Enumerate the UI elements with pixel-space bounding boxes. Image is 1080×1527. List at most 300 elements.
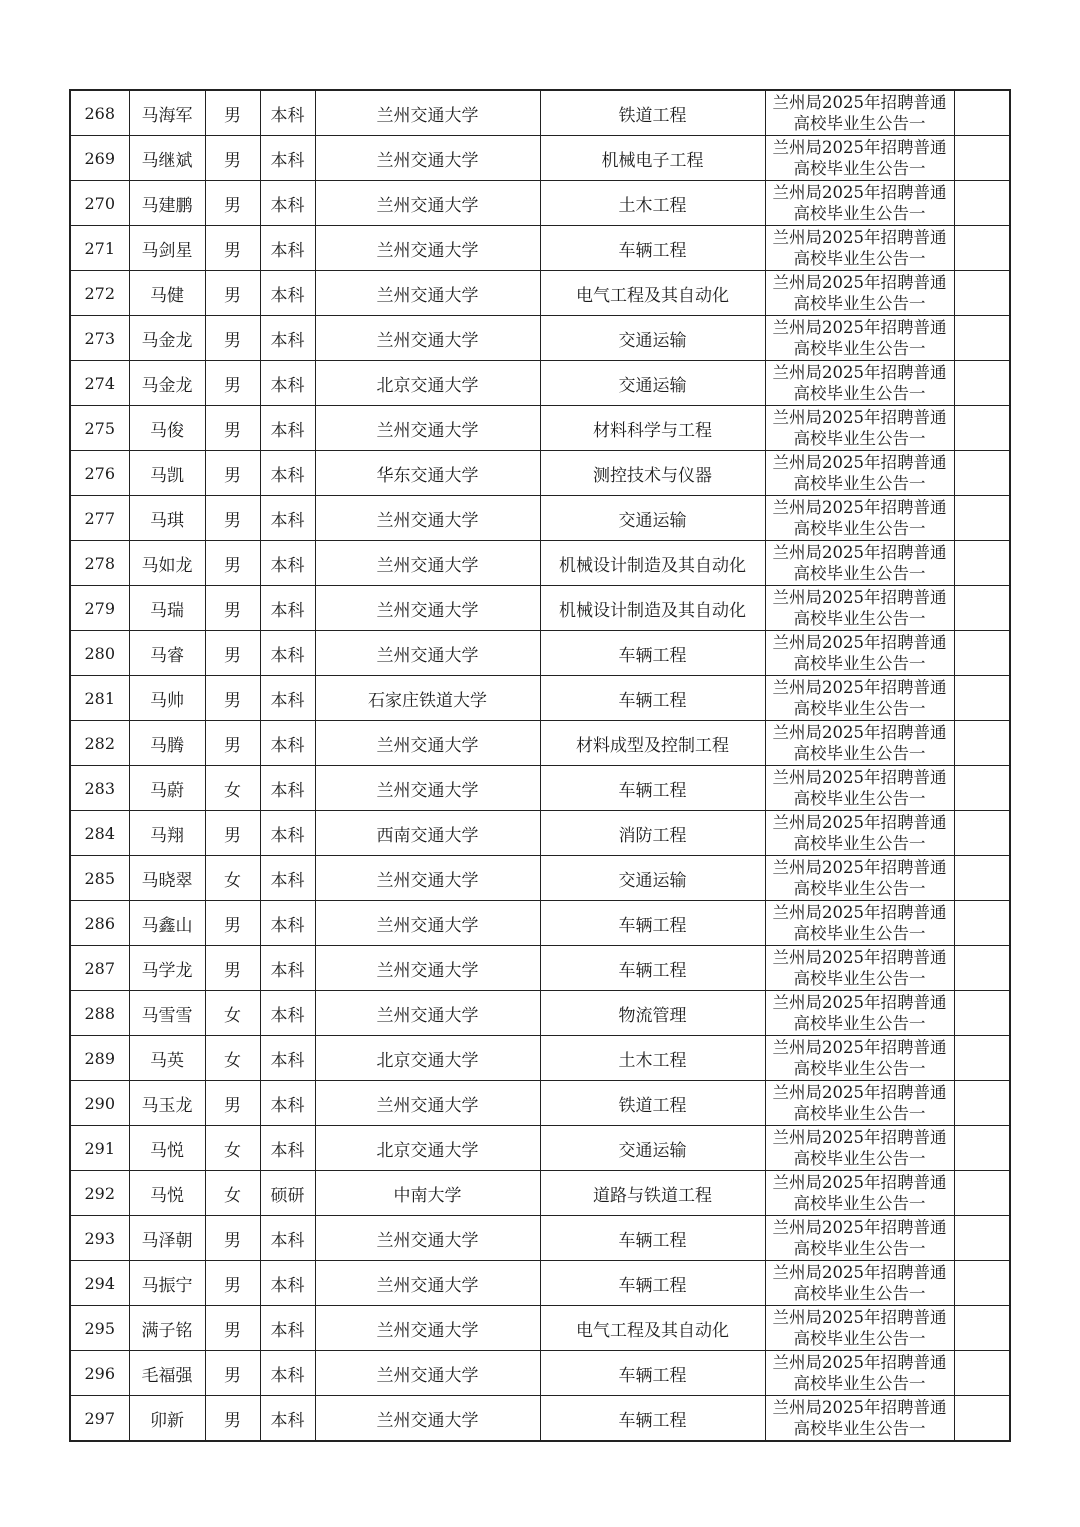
notice-line: 高校毕业生公告一 bbox=[793, 384, 926, 403]
major-cell: 电气工程及其自动化 bbox=[540, 1306, 765, 1351]
gender-cell: 男 bbox=[205, 1396, 260, 1442]
notice-cell bbox=[765, 406, 954, 451]
degree-cell: 本科 bbox=[260, 1351, 315, 1396]
name-cell: 马健 bbox=[129, 271, 205, 316]
table-row bbox=[70, 1306, 1010, 1351]
school-cell: 兰州交通大学 bbox=[315, 1261, 540, 1306]
gender-cell: 男 bbox=[205, 811, 260, 856]
notice-cell bbox=[765, 1351, 954, 1396]
table-row bbox=[70, 856, 1010, 901]
school-cell: 兰州交通大学 bbox=[315, 856, 540, 901]
notice-line: 兰州局2025年招聘普通 bbox=[772, 768, 947, 787]
table-row bbox=[70, 541, 1010, 586]
major-cell: 机械设计制造及其自动化 bbox=[540, 541, 765, 586]
school-cell: 华东交通大学 bbox=[315, 451, 540, 496]
table-row bbox=[70, 1261, 1010, 1306]
remark-cell bbox=[954, 1306, 1010, 1351]
table-row bbox=[70, 1396, 1010, 1442]
name-cell: 毛福强 bbox=[129, 1351, 205, 1396]
notice-line: 兰州局2025年招聘普通 bbox=[772, 993, 947, 1012]
notice-line: 兰州局2025年招聘普通 bbox=[772, 1308, 947, 1327]
major-cell: 铁道工程 bbox=[540, 90, 765, 136]
school-cell: 西南交通大学 bbox=[315, 811, 540, 856]
name-cell: 马凯 bbox=[129, 451, 205, 496]
row-number: 281 bbox=[70, 676, 129, 721]
notice-line: 高校毕业生公告一 bbox=[793, 609, 926, 628]
notice-cell bbox=[765, 631, 954, 676]
major-cell: 消防工程 bbox=[540, 811, 765, 856]
name-cell: 马晓翠 bbox=[129, 856, 205, 901]
notice-cell bbox=[765, 901, 954, 946]
school-cell: 兰州交通大学 bbox=[315, 991, 540, 1036]
school-cell: 兰州交通大学 bbox=[315, 631, 540, 676]
remark-cell bbox=[954, 856, 1010, 901]
gender-cell: 女 bbox=[205, 856, 260, 901]
notice-cell bbox=[765, 541, 954, 586]
row-number: 294 bbox=[70, 1261, 129, 1306]
school-cell: 北京交通大学 bbox=[315, 1036, 540, 1081]
notice-line: 高校毕业生公告一 bbox=[793, 1239, 926, 1258]
remark-cell bbox=[954, 361, 1010, 406]
name-cell: 马琪 bbox=[129, 496, 205, 541]
notice-cell bbox=[765, 991, 954, 1036]
gender-cell: 男 bbox=[205, 631, 260, 676]
row-number: 291 bbox=[70, 1126, 129, 1171]
notice-line: 高校毕业生公告一 bbox=[793, 1014, 926, 1033]
name-cell: 马雪雪 bbox=[129, 991, 205, 1036]
notice-line: 兰州局2025年招聘普通 bbox=[772, 1173, 947, 1192]
row-number: 279 bbox=[70, 586, 129, 631]
major-cell: 材料科学与工程 bbox=[540, 406, 765, 451]
degree-cell: 本科 bbox=[260, 1081, 315, 1126]
gender-cell: 男 bbox=[205, 361, 260, 406]
notice-line: 兰州局2025年招聘普通 bbox=[772, 318, 947, 337]
notice-line: 高校毕业生公告一 bbox=[793, 1374, 926, 1393]
notice-cell bbox=[765, 1261, 954, 1306]
gender-cell: 男 bbox=[205, 901, 260, 946]
row-number: 275 bbox=[70, 406, 129, 451]
gender-cell: 女 bbox=[205, 1171, 260, 1216]
notice-line: 兰州局2025年招聘普通 bbox=[772, 1038, 947, 1057]
table-row bbox=[70, 496, 1010, 541]
notice-line: 高校毕业生公告一 bbox=[793, 249, 926, 268]
notice-line: 高校毕业生公告一 bbox=[793, 1329, 926, 1348]
notice-cell bbox=[765, 316, 954, 361]
degree-cell: 本科 bbox=[260, 136, 315, 181]
remark-cell bbox=[954, 181, 1010, 226]
degree-cell: 硕研 bbox=[260, 1171, 315, 1216]
row-number: 283 bbox=[70, 766, 129, 811]
degree-cell: 本科 bbox=[260, 496, 315, 541]
remark-cell bbox=[954, 1171, 1010, 1216]
remark-cell bbox=[954, 946, 1010, 991]
notice-line: 兰州局2025年招聘普通 bbox=[772, 813, 947, 832]
gender-cell: 男 bbox=[205, 226, 260, 271]
row-number: 270 bbox=[70, 181, 129, 226]
row-number: 269 bbox=[70, 136, 129, 181]
row-number: 297 bbox=[70, 1396, 129, 1442]
notice-line: 兰州局2025年招聘普通 bbox=[772, 408, 947, 427]
degree-cell: 本科 bbox=[260, 451, 315, 496]
degree-cell: 本科 bbox=[260, 316, 315, 361]
notice-cell bbox=[765, 1216, 954, 1261]
notice-line: 高校毕业生公告一 bbox=[793, 1149, 926, 1168]
table-row bbox=[70, 721, 1010, 766]
row-number: 296 bbox=[70, 1351, 129, 1396]
major-cell: 铁道工程 bbox=[540, 1081, 765, 1126]
major-cell: 土木工程 bbox=[540, 1036, 765, 1081]
notice-line: 高校毕业生公告一 bbox=[793, 834, 926, 853]
major-cell: 交通运输 bbox=[540, 361, 765, 406]
school-cell: 兰州交通大学 bbox=[315, 226, 540, 271]
notice-line: 高校毕业生公告一 bbox=[793, 204, 926, 223]
school-cell: 兰州交通大学 bbox=[315, 1216, 540, 1261]
school-cell: 石家庄铁道大学 bbox=[315, 676, 540, 721]
notice-line: 兰州局2025年招聘普通 bbox=[772, 543, 947, 562]
degree-cell: 本科 bbox=[260, 1306, 315, 1351]
major-cell: 土木工程 bbox=[540, 181, 765, 226]
row-number: 289 bbox=[70, 1036, 129, 1081]
notice-line: 高校毕业生公告一 bbox=[793, 789, 926, 808]
table-row bbox=[70, 406, 1010, 451]
gender-cell: 男 bbox=[205, 90, 260, 136]
name-cell: 马鑫山 bbox=[129, 901, 205, 946]
notice-line: 高校毕业生公告一 bbox=[793, 159, 926, 178]
name-cell: 马泽朝 bbox=[129, 1216, 205, 1261]
notice-line: 兰州局2025年招聘普通 bbox=[772, 723, 947, 742]
notice-line: 兰州局2025年招聘普通 bbox=[772, 1083, 947, 1102]
school-cell: 兰州交通大学 bbox=[315, 541, 540, 586]
remark-cell bbox=[954, 766, 1010, 811]
remark-cell bbox=[954, 721, 1010, 766]
school-cell: 兰州交通大学 bbox=[315, 1396, 540, 1442]
row-number: 273 bbox=[70, 316, 129, 361]
notice-cell bbox=[765, 226, 954, 271]
notice-line: 兰州局2025年招聘普通 bbox=[772, 498, 947, 517]
notice-line: 高校毕业生公告一 bbox=[793, 744, 926, 763]
gender-cell: 男 bbox=[205, 1216, 260, 1261]
gender-cell: 男 bbox=[205, 136, 260, 181]
notice-line: 高校毕业生公告一 bbox=[793, 699, 926, 718]
gender-cell: 男 bbox=[205, 946, 260, 991]
major-cell: 车辆工程 bbox=[540, 1261, 765, 1306]
degree-cell: 本科 bbox=[260, 586, 315, 631]
notice-cell bbox=[765, 361, 954, 406]
row-number: 293 bbox=[70, 1216, 129, 1261]
row-number: 276 bbox=[70, 451, 129, 496]
notice-line: 兰州局2025年招聘普通 bbox=[772, 138, 947, 157]
notice-line: 高校毕业生公告一 bbox=[793, 969, 926, 988]
notice-cell bbox=[765, 271, 954, 316]
gender-cell: 男 bbox=[205, 676, 260, 721]
table-row bbox=[70, 1171, 1010, 1216]
notice-line: 高校毕业生公告一 bbox=[793, 1419, 926, 1438]
table-row bbox=[70, 586, 1010, 631]
gender-cell: 男 bbox=[205, 1351, 260, 1396]
major-cell: 道路与铁道工程 bbox=[540, 1171, 765, 1216]
school-cell: 兰州交通大学 bbox=[315, 496, 540, 541]
notice-line: 兰州局2025年招聘普通 bbox=[772, 93, 947, 112]
degree-cell: 本科 bbox=[260, 181, 315, 226]
name-cell: 马悦 bbox=[129, 1171, 205, 1216]
remark-cell bbox=[954, 586, 1010, 631]
table-row bbox=[70, 1081, 1010, 1126]
school-cell: 北京交通大学 bbox=[315, 1126, 540, 1171]
remark-cell bbox=[954, 676, 1010, 721]
school-cell: 北京交通大学 bbox=[315, 361, 540, 406]
degree-cell: 本科 bbox=[260, 90, 315, 136]
table-row bbox=[70, 90, 1010, 136]
degree-cell: 本科 bbox=[260, 946, 315, 991]
table-row bbox=[70, 676, 1010, 721]
school-cell: 中南大学 bbox=[315, 1171, 540, 1216]
notice-line: 高校毕业生公告一 bbox=[793, 474, 926, 493]
school-cell: 兰州交通大学 bbox=[315, 1351, 540, 1396]
row-number: 278 bbox=[70, 541, 129, 586]
notice-line: 兰州局2025年招聘普通 bbox=[772, 903, 947, 922]
major-cell: 电气工程及其自动化 bbox=[540, 271, 765, 316]
school-cell: 兰州交通大学 bbox=[315, 946, 540, 991]
gender-cell: 男 bbox=[205, 451, 260, 496]
name-cell: 马蔚 bbox=[129, 766, 205, 811]
notice-line: 高校毕业生公告一 bbox=[793, 294, 926, 313]
row-number: 282 bbox=[70, 721, 129, 766]
notice-line: 高校毕业生公告一 bbox=[793, 1194, 926, 1213]
notice-cell bbox=[765, 1081, 954, 1126]
major-cell: 车辆工程 bbox=[540, 946, 765, 991]
notice-line: 兰州局2025年招聘普通 bbox=[772, 228, 947, 247]
table-row bbox=[70, 946, 1010, 991]
notice-cell bbox=[765, 1396, 954, 1442]
candidate-table bbox=[69, 89, 1011, 1442]
remark-cell bbox=[954, 496, 1010, 541]
row-number: 272 bbox=[70, 271, 129, 316]
degree-cell: 本科 bbox=[260, 856, 315, 901]
gender-cell: 男 bbox=[205, 496, 260, 541]
major-cell: 交通运输 bbox=[540, 856, 765, 901]
school-cell: 兰州交通大学 bbox=[315, 901, 540, 946]
school-cell: 兰州交通大学 bbox=[315, 271, 540, 316]
gender-cell: 女 bbox=[205, 766, 260, 811]
notice-cell bbox=[765, 1171, 954, 1216]
degree-cell: 本科 bbox=[260, 901, 315, 946]
name-cell: 满子铭 bbox=[129, 1306, 205, 1351]
table-row bbox=[70, 901, 1010, 946]
remark-cell bbox=[954, 406, 1010, 451]
gender-cell: 女 bbox=[205, 991, 260, 1036]
notice-line: 高校毕业生公告一 bbox=[793, 879, 926, 898]
row-number: 288 bbox=[70, 991, 129, 1036]
table-row bbox=[70, 361, 1010, 406]
notice-line: 高校毕业生公告一 bbox=[793, 519, 926, 538]
degree-cell: 本科 bbox=[260, 1036, 315, 1081]
degree-cell: 本科 bbox=[260, 721, 315, 766]
name-cell: 马建鹏 bbox=[129, 181, 205, 226]
notice-line: 兰州局2025年招聘普通 bbox=[772, 363, 947, 382]
notice-line: 高校毕业生公告一 bbox=[793, 924, 926, 943]
notice-cell bbox=[765, 586, 954, 631]
name-cell: 卯新 bbox=[129, 1396, 205, 1442]
notice-line: 高校毕业生公告一 bbox=[793, 564, 926, 583]
name-cell: 马翔 bbox=[129, 811, 205, 856]
degree-cell: 本科 bbox=[260, 361, 315, 406]
gender-cell: 男 bbox=[205, 316, 260, 361]
major-cell: 材料成型及控制工程 bbox=[540, 721, 765, 766]
notice-line: 兰州局2025年招聘普通 bbox=[772, 858, 947, 877]
row-number: 277 bbox=[70, 496, 129, 541]
name-cell: 马剑星 bbox=[129, 226, 205, 271]
notice-line: 兰州局2025年招聘普通 bbox=[772, 273, 947, 292]
major-cell: 车辆工程 bbox=[540, 1216, 765, 1261]
notice-cell bbox=[765, 496, 954, 541]
degree-cell: 本科 bbox=[260, 991, 315, 1036]
major-cell: 车辆工程 bbox=[540, 226, 765, 271]
notice-line: 高校毕业生公告一 bbox=[793, 1104, 926, 1123]
notice-line: 兰州局2025年招聘普通 bbox=[772, 588, 947, 607]
name-cell: 马俊 bbox=[129, 406, 205, 451]
name-cell: 马英 bbox=[129, 1036, 205, 1081]
row-number: 292 bbox=[70, 1171, 129, 1216]
school-cell: 兰州交通大学 bbox=[315, 1306, 540, 1351]
name-cell: 马金龙 bbox=[129, 316, 205, 361]
degree-cell: 本科 bbox=[260, 1396, 315, 1442]
major-cell: 车辆工程 bbox=[540, 1396, 765, 1442]
notice-cell bbox=[765, 1126, 954, 1171]
remark-cell bbox=[954, 991, 1010, 1036]
notice-cell bbox=[765, 136, 954, 181]
notice-line: 高校毕业生公告一 bbox=[793, 339, 926, 358]
table-body bbox=[70, 90, 1010, 1441]
notice-line: 高校毕业生公告一 bbox=[793, 429, 926, 448]
remark-cell bbox=[954, 316, 1010, 361]
notice-line: 高校毕业生公告一 bbox=[793, 1059, 926, 1078]
notice-line: 兰州局2025年招聘普通 bbox=[772, 1128, 947, 1147]
notice-cell bbox=[765, 811, 954, 856]
gender-cell: 男 bbox=[205, 1306, 260, 1351]
notice-cell bbox=[765, 90, 954, 136]
table-row bbox=[70, 181, 1010, 226]
table-row bbox=[70, 991, 1010, 1036]
notice-cell bbox=[765, 766, 954, 811]
major-cell: 车辆工程 bbox=[540, 901, 765, 946]
school-cell: 兰州交通大学 bbox=[315, 181, 540, 226]
gender-cell: 男 bbox=[205, 1081, 260, 1126]
notice-cell bbox=[765, 451, 954, 496]
notice-cell bbox=[765, 1036, 954, 1081]
remark-cell bbox=[954, 1261, 1010, 1306]
degree-cell: 本科 bbox=[260, 406, 315, 451]
remark-cell bbox=[954, 901, 1010, 946]
row-number: 274 bbox=[70, 361, 129, 406]
remark-cell bbox=[954, 1216, 1010, 1261]
table-row bbox=[70, 1036, 1010, 1081]
major-cell: 车辆工程 bbox=[540, 676, 765, 721]
gender-cell: 男 bbox=[205, 1261, 260, 1306]
notice-line: 高校毕业生公告一 bbox=[793, 114, 926, 133]
remark-cell bbox=[954, 811, 1010, 856]
degree-cell: 本科 bbox=[260, 811, 315, 856]
notice-line: 兰州局2025年招聘普通 bbox=[772, 453, 947, 472]
row-number: 268 bbox=[70, 90, 129, 136]
name-cell: 马继斌 bbox=[129, 136, 205, 181]
gender-cell: 女 bbox=[205, 1126, 260, 1171]
major-cell: 测控技术与仪器 bbox=[540, 451, 765, 496]
name-cell: 马玉龙 bbox=[129, 1081, 205, 1126]
degree-cell: 本科 bbox=[260, 1216, 315, 1261]
major-cell: 机械电子工程 bbox=[540, 136, 765, 181]
remark-cell bbox=[954, 1036, 1010, 1081]
notice-line: 高校毕业生公告一 bbox=[793, 1284, 926, 1303]
table-row bbox=[70, 316, 1010, 361]
degree-cell: 本科 bbox=[260, 1126, 315, 1171]
major-cell: 车辆工程 bbox=[540, 766, 765, 811]
major-cell: 交通运输 bbox=[540, 496, 765, 541]
degree-cell: 本科 bbox=[260, 631, 315, 676]
school-cell: 兰州交通大学 bbox=[315, 90, 540, 136]
remark-cell bbox=[954, 271, 1010, 316]
notice-line: 兰州局2025年招聘普通 bbox=[772, 183, 947, 202]
name-cell: 马如龙 bbox=[129, 541, 205, 586]
notice-cell bbox=[765, 181, 954, 226]
notice-line: 兰州局2025年招聘普通 bbox=[772, 1398, 947, 1417]
major-cell: 机械设计制造及其自动化 bbox=[540, 586, 765, 631]
gender-cell: 男 bbox=[205, 181, 260, 226]
degree-cell: 本科 bbox=[260, 541, 315, 586]
remark-cell bbox=[954, 631, 1010, 676]
major-cell: 物流管理 bbox=[540, 991, 765, 1036]
major-cell: 车辆工程 bbox=[540, 1351, 765, 1396]
table-row bbox=[70, 1351, 1010, 1396]
name-cell: 马学龙 bbox=[129, 946, 205, 991]
school-cell: 兰州交通大学 bbox=[315, 136, 540, 181]
remark-cell bbox=[954, 1081, 1010, 1126]
table-row bbox=[70, 1126, 1010, 1171]
row-number: 285 bbox=[70, 856, 129, 901]
row-number: 271 bbox=[70, 226, 129, 271]
gender-cell: 男 bbox=[205, 721, 260, 766]
name-cell: 马悦 bbox=[129, 1126, 205, 1171]
notice-line: 兰州局2025年招聘普通 bbox=[772, 1218, 947, 1237]
degree-cell: 本科 bbox=[260, 271, 315, 316]
table-row bbox=[70, 451, 1010, 496]
school-cell: 兰州交通大学 bbox=[315, 586, 540, 631]
name-cell: 马睿 bbox=[129, 631, 205, 676]
name-cell: 马海军 bbox=[129, 90, 205, 136]
school-cell: 兰州交通大学 bbox=[315, 406, 540, 451]
school-cell: 兰州交通大学 bbox=[315, 766, 540, 811]
notice-line: 高校毕业生公告一 bbox=[793, 654, 926, 673]
gender-cell: 男 bbox=[205, 586, 260, 631]
name-cell: 马瑞 bbox=[129, 586, 205, 631]
remark-cell bbox=[954, 1351, 1010, 1396]
table-row bbox=[70, 811, 1010, 856]
notice-line: 兰州局2025年招聘普通 bbox=[772, 1263, 947, 1282]
table-row bbox=[70, 136, 1010, 181]
degree-cell: 本科 bbox=[260, 226, 315, 271]
table-row bbox=[70, 631, 1010, 676]
table-row bbox=[70, 271, 1010, 316]
major-cell: 交通运输 bbox=[540, 316, 765, 361]
name-cell: 马金龙 bbox=[129, 361, 205, 406]
school-cell: 兰州交通大学 bbox=[315, 721, 540, 766]
degree-cell: 本科 bbox=[260, 676, 315, 721]
remark-cell bbox=[954, 1126, 1010, 1171]
notice-line: 兰州局2025年招聘普通 bbox=[772, 633, 947, 652]
gender-cell: 女 bbox=[205, 1036, 260, 1081]
row-number: 295 bbox=[70, 1306, 129, 1351]
degree-cell: 本科 bbox=[260, 766, 315, 811]
school-cell: 兰州交通大学 bbox=[315, 1081, 540, 1126]
